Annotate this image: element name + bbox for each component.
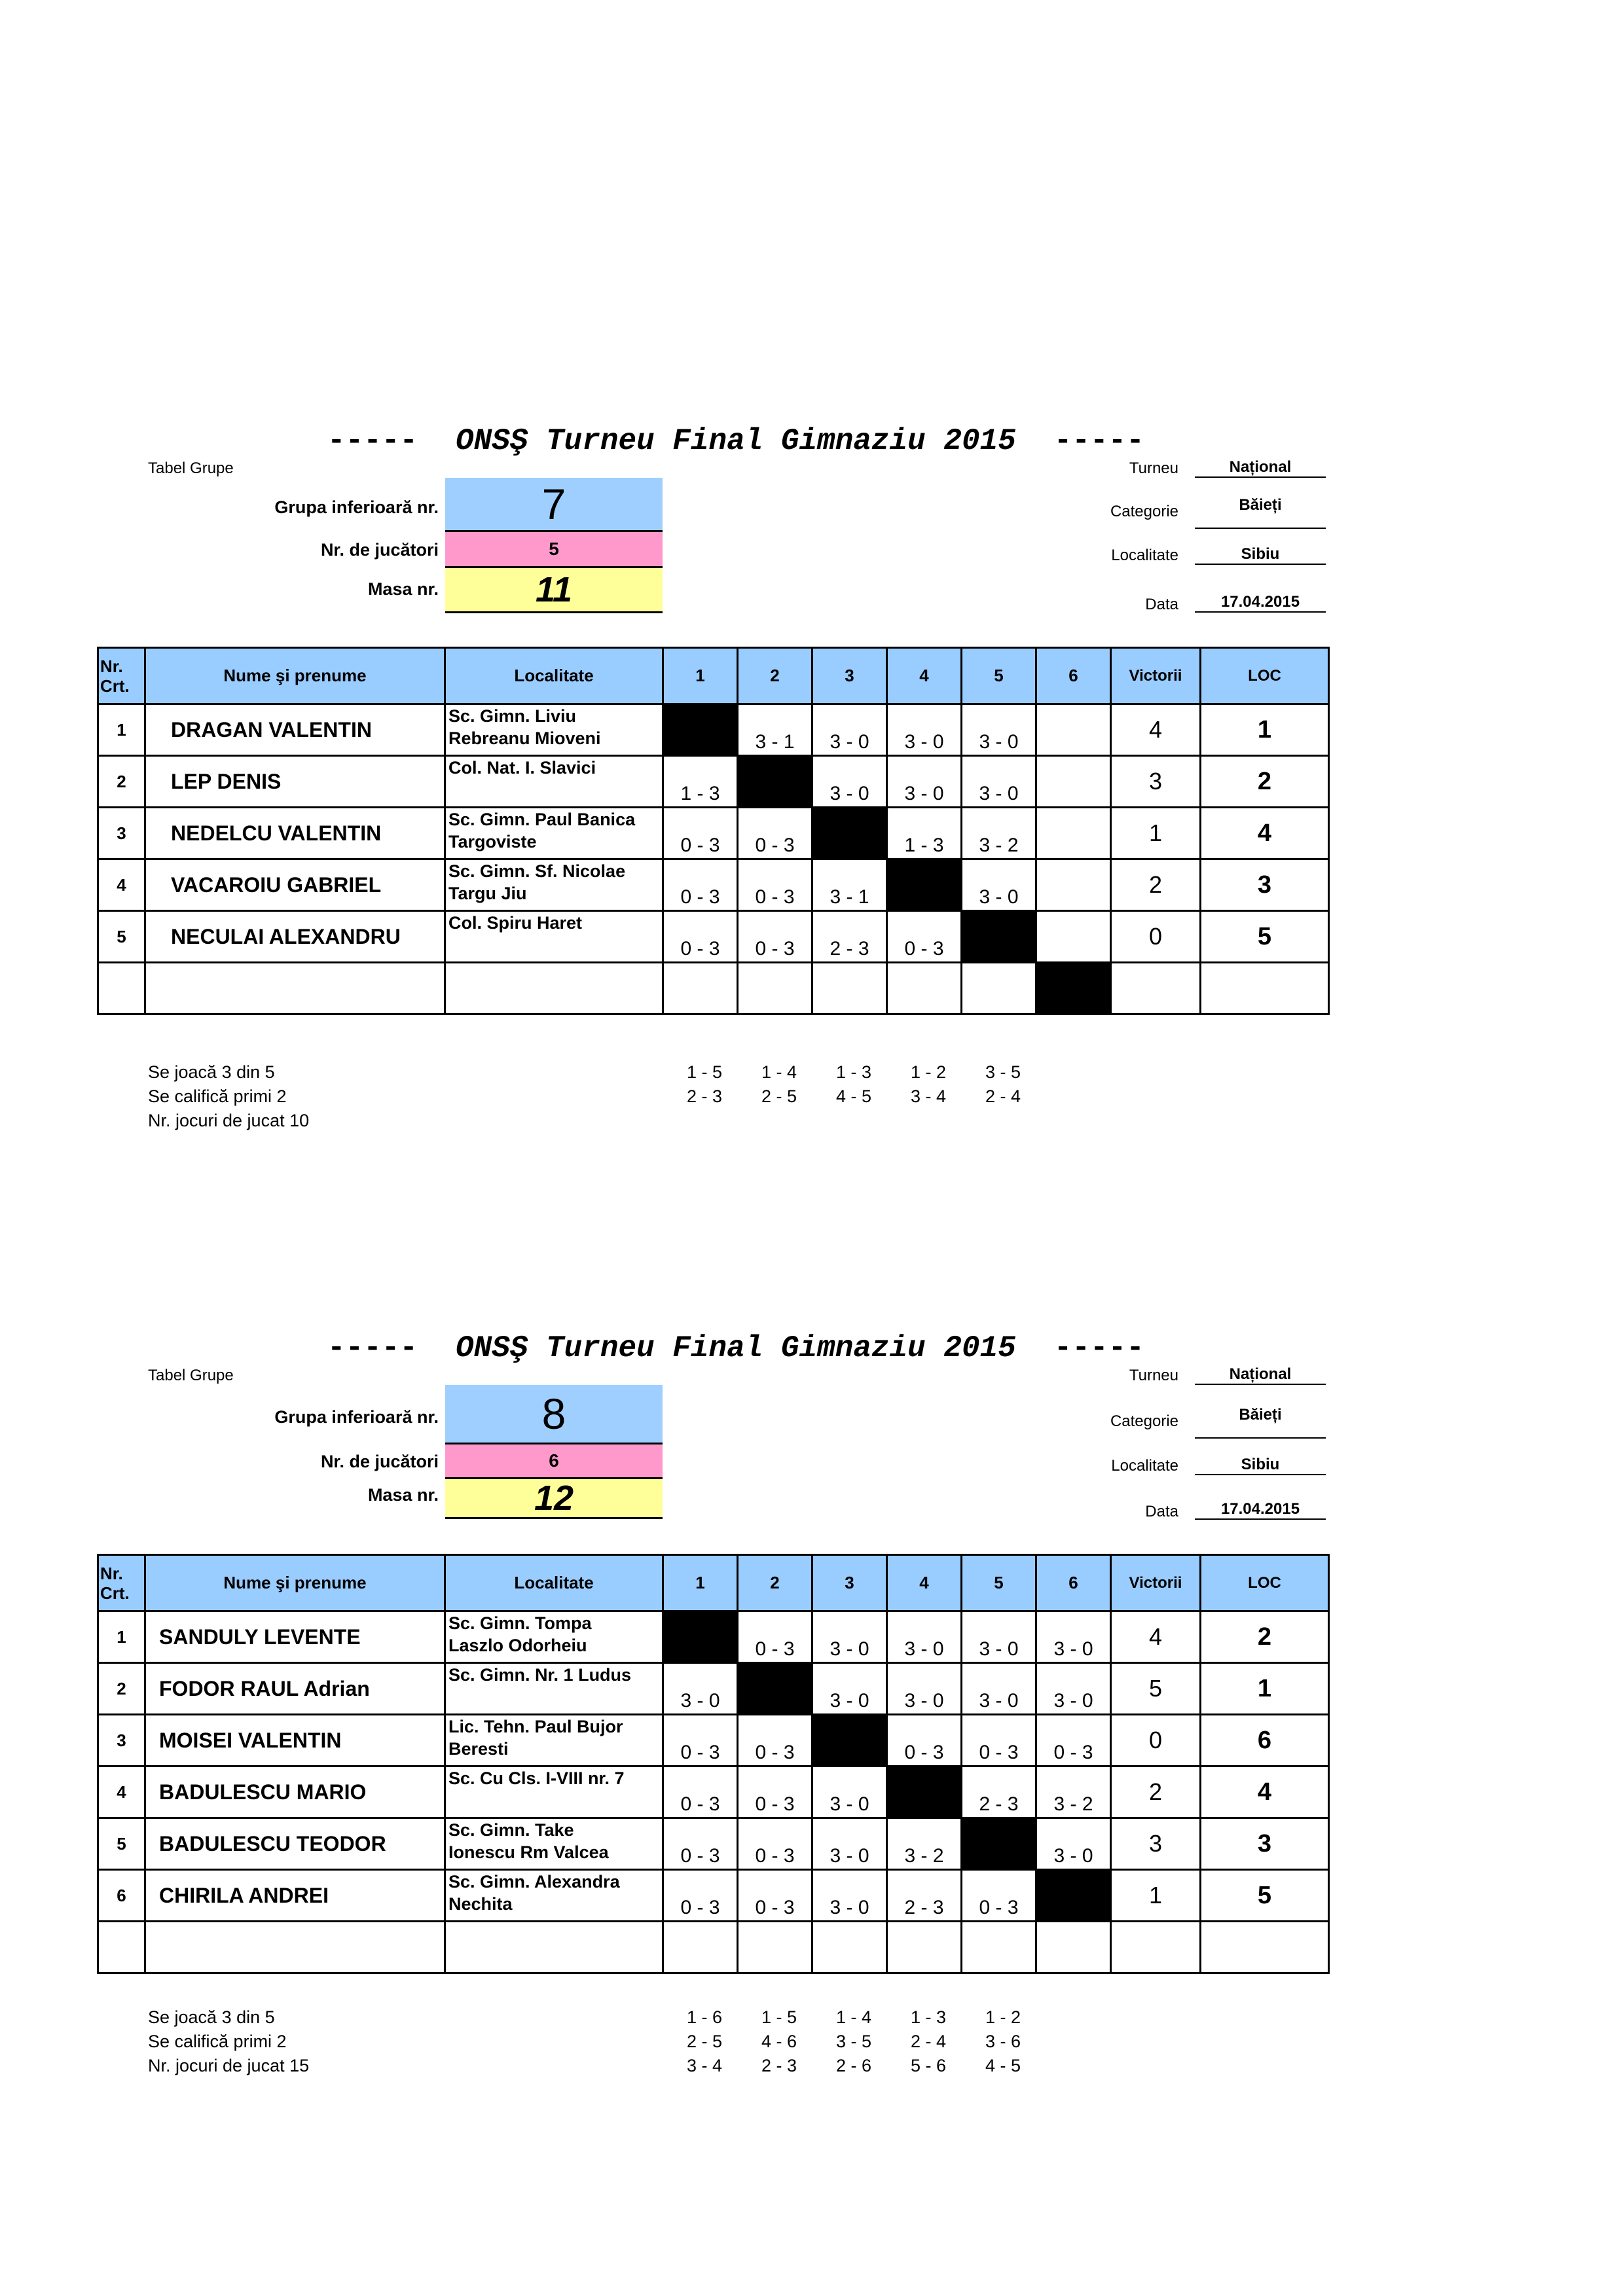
data-value: 17.04.2015 bbox=[1195, 1500, 1326, 1520]
score-cell bbox=[1036, 756, 1111, 808]
pairing: 2 - 5 bbox=[761, 1086, 797, 1106]
school-line-1: Sc. Gimn. Sf. Nicolae bbox=[448, 861, 626, 881]
score-cell: 0 - 3 bbox=[663, 859, 738, 911]
player-school bbox=[445, 1767, 663, 1818]
players-label: Nr. de jucători bbox=[320, 1452, 439, 1471]
group-sheet-7 bbox=[0, 419, 1623, 1139]
score-cell: 1 - 3 bbox=[887, 808, 962, 859]
group-number-value: 7 bbox=[445, 478, 663, 532]
pairing: 1 - 6 bbox=[686, 2007, 723, 2027]
players-count: 5 bbox=[445, 532, 663, 568]
score-cell: 0 - 3 bbox=[738, 1767, 812, 1818]
self-match-cell bbox=[738, 1663, 812, 1715]
pairing: 1 - 3 bbox=[910, 2007, 947, 2027]
self-match-cell bbox=[812, 1715, 887, 1767]
victories-cell bbox=[1111, 1922, 1201, 1973]
school-line-1: Lic. Tehn. Paul Bujor bbox=[448, 1717, 623, 1736]
row-nr: 2 bbox=[98, 756, 145, 808]
pairing: 2 - 3 bbox=[686, 1086, 723, 1106]
table-row bbox=[98, 704, 1329, 756]
localitate-label: Localitate bbox=[1111, 1457, 1178, 1475]
table-row bbox=[98, 1767, 1329, 1818]
victories-cell: 0 bbox=[1111, 911, 1201, 963]
player-school bbox=[445, 1715, 663, 1767]
player-school bbox=[445, 1870, 663, 1922]
players-count: 6 bbox=[445, 1444, 663, 1479]
footer-line: Se joacă 3 din 5 bbox=[148, 1062, 275, 1082]
header-name: Nume şi prenume bbox=[145, 1555, 445, 1611]
row-nr: 5 bbox=[98, 1818, 145, 1870]
results-table bbox=[97, 647, 1330, 1015]
pairing: 3 - 5 bbox=[985, 1062, 1021, 1082]
categorie-value: Băieți bbox=[1195, 496, 1326, 529]
self-match-cell bbox=[962, 911, 1036, 963]
victories-cell: 2 bbox=[1111, 859, 1201, 911]
score-cell: 0 - 3 bbox=[738, 1611, 812, 1663]
score-cell: 3 - 0 bbox=[812, 1767, 887, 1818]
pairing: 4 - 5 bbox=[835, 1086, 872, 1106]
score-cell: 3 - 0 bbox=[887, 756, 962, 808]
score-cell: 3 - 0 bbox=[962, 756, 1036, 808]
pairings-column bbox=[967, 1060, 1039, 1109]
pairing: 1 - 4 bbox=[761, 1062, 797, 1082]
rank-cell bbox=[1201, 1922, 1329, 1973]
header-localitate: Localitate bbox=[445, 1555, 663, 1611]
row-nr: 1 bbox=[98, 1611, 145, 1663]
school-line-2: Targoviste bbox=[448, 832, 537, 852]
score-cell bbox=[962, 1922, 1036, 1973]
footer-line: Nr. jocuri de jucat 15 bbox=[148, 2056, 310, 2075]
self-match-cell bbox=[887, 1767, 962, 1818]
header-col-5: 5 bbox=[962, 1555, 1036, 1611]
pairing: 5 - 6 bbox=[910, 2056, 947, 2075]
pairings-column bbox=[668, 1060, 740, 1109]
rank-cell: 5 bbox=[1201, 1870, 1329, 1922]
score-cell: 2 - 3 bbox=[962, 1767, 1036, 1818]
pairing: 4 - 5 bbox=[985, 2056, 1021, 2075]
school-line-1: Sc. Gimn. Nr. 1 Ludus bbox=[448, 1665, 632, 1685]
table-header-row bbox=[98, 1555, 1329, 1611]
score-cell: 1 - 3 bbox=[663, 756, 738, 808]
score-cell: 0 - 3 bbox=[663, 911, 738, 963]
score-cell: 0 - 3 bbox=[738, 808, 812, 859]
footer-info bbox=[148, 1060, 309, 1133]
score-cell bbox=[1036, 859, 1111, 911]
row-nr bbox=[98, 1922, 145, 1973]
localitate-value: Sibiu bbox=[1195, 545, 1326, 565]
turneu-label: Turneu bbox=[1129, 1367, 1178, 1384]
score-cell bbox=[738, 963, 812, 1014]
table-row bbox=[98, 808, 1329, 859]
player-school bbox=[445, 859, 663, 911]
data-label: Data bbox=[1145, 596, 1178, 613]
footer-line: Se califică primi 2 bbox=[148, 2032, 287, 2051]
rank-cell bbox=[1201, 963, 1329, 1014]
localitate-label: Localitate bbox=[1111, 547, 1178, 564]
pairing: 2 - 3 bbox=[761, 2056, 797, 2075]
score-cell bbox=[1036, 808, 1111, 859]
header-nr: Nr. Crt. bbox=[98, 1555, 145, 1611]
score-cell: 3 - 0 bbox=[812, 1663, 887, 1715]
turneu-label: Turneu bbox=[1129, 459, 1178, 477]
rank-cell: 1 bbox=[1201, 1663, 1329, 1715]
school-line-2: Nechita bbox=[448, 1894, 513, 1914]
categorie-label: Categorie bbox=[1110, 1412, 1178, 1430]
victories-cell: 1 bbox=[1111, 808, 1201, 859]
pairings-column bbox=[668, 2005, 740, 2078]
score-cell: 3 - 0 bbox=[663, 1663, 738, 1715]
score-cell bbox=[812, 963, 887, 1014]
data-label: Data bbox=[1145, 1503, 1178, 1520]
table-row bbox=[98, 1922, 1329, 1973]
pairing: 3 - 4 bbox=[686, 2056, 723, 2075]
table-row bbox=[98, 1611, 1329, 1663]
rank-cell: 4 bbox=[1201, 808, 1329, 859]
group-number-label: Grupa inferioară nr. bbox=[274, 497, 439, 517]
header-col-1: 1 bbox=[663, 1555, 738, 1611]
table-row bbox=[98, 963, 1329, 1014]
score-cell: 3 - 0 bbox=[1036, 1663, 1111, 1715]
rank-cell: 1 bbox=[1201, 704, 1329, 756]
pairing: 1 - 5 bbox=[686, 1062, 723, 1082]
header-col-1: 1 bbox=[663, 648, 738, 704]
row-nr: 5 bbox=[98, 911, 145, 963]
footer-info bbox=[148, 2005, 309, 2078]
school-line-1: Col. Nat. I. Slavici bbox=[448, 758, 596, 778]
rank-cell: 2 bbox=[1201, 1611, 1329, 1663]
victories-cell bbox=[1111, 963, 1201, 1014]
score-cell: 3 - 0 bbox=[962, 704, 1036, 756]
score-cell: 3 - 0 bbox=[962, 1663, 1036, 1715]
player-school bbox=[445, 756, 663, 808]
footer-line: Nr. jocuri de jucat 10 bbox=[148, 1111, 310, 1130]
data-value: 17.04.2015 bbox=[1195, 593, 1326, 613]
header-col-5: 5 bbox=[962, 648, 1036, 704]
player-name: MOISEI VALENTIN bbox=[145, 1715, 445, 1767]
score-cell: 0 - 3 bbox=[738, 911, 812, 963]
pairing: 1 - 4 bbox=[835, 2007, 872, 2027]
score-cell: 2 - 3 bbox=[812, 911, 887, 963]
victories-cell: 3 bbox=[1111, 1818, 1201, 1870]
player-name bbox=[145, 963, 445, 1014]
victories-cell: 0 bbox=[1111, 1715, 1201, 1767]
tabel-grupe-label: Tabel Grupe bbox=[148, 1367, 234, 1384]
categorie-label: Categorie bbox=[1110, 503, 1178, 520]
score-cell: 3 - 0 bbox=[812, 1818, 887, 1870]
player-name: NECULAI ALEXANDRU bbox=[145, 911, 445, 963]
score-cell: 3 - 0 bbox=[887, 1663, 962, 1715]
score-cell: 0 - 3 bbox=[738, 1870, 812, 1922]
pairings-column bbox=[967, 2005, 1039, 2078]
players-label: Nr. de jucători bbox=[320, 540, 439, 560]
header-col-6: 6 bbox=[1036, 1555, 1111, 1611]
header-loc: LOC bbox=[1201, 1555, 1329, 1611]
table-row bbox=[98, 1715, 1329, 1767]
pairing: 1 - 2 bbox=[985, 2007, 1021, 2027]
school-line-1: Sc. Gimn. Liviu bbox=[448, 706, 577, 726]
pairing: 1 - 3 bbox=[835, 1062, 872, 1082]
victories-cell: 4 bbox=[1111, 1611, 1201, 1663]
pairing: 3 - 5 bbox=[835, 2032, 872, 2051]
score-cell bbox=[887, 963, 962, 1014]
school-line-1: Col. Spiru Haret bbox=[448, 913, 583, 933]
score-cell: 3 - 0 bbox=[812, 1870, 887, 1922]
row-nr bbox=[98, 963, 145, 1014]
table-row bbox=[98, 1818, 1329, 1870]
row-nr: 3 bbox=[98, 808, 145, 859]
pairings-column bbox=[892, 1060, 964, 1109]
header-col-3: 3 bbox=[812, 1555, 887, 1611]
pairing: 3 - 4 bbox=[910, 1086, 947, 1106]
score-cell: 0 - 3 bbox=[738, 1715, 812, 1767]
score-cell bbox=[887, 1922, 962, 1973]
player-school bbox=[445, 704, 663, 756]
pairing: 1 - 2 bbox=[910, 1062, 947, 1082]
score-cell: 0 - 3 bbox=[663, 1870, 738, 1922]
score-cell: 3 - 0 bbox=[812, 704, 887, 756]
self-match-cell bbox=[962, 1818, 1036, 1870]
header-name: Nume şi prenume bbox=[145, 648, 445, 704]
player-school bbox=[445, 911, 663, 963]
turneu-value: Național bbox=[1195, 1365, 1326, 1385]
self-match-cell bbox=[1036, 1870, 1111, 1922]
self-match-cell bbox=[663, 1611, 738, 1663]
player-name: LEP DENIS bbox=[145, 756, 445, 808]
victories-cell: 2 bbox=[1111, 1767, 1201, 1818]
player-school bbox=[445, 1663, 663, 1715]
score-cell: 0 - 3 bbox=[738, 859, 812, 911]
row-nr: 3 bbox=[98, 1715, 145, 1767]
school-line-1: Sc. Gimn. Tompa bbox=[448, 1613, 592, 1633]
player-name: DRAGAN VALENTIN bbox=[145, 704, 445, 756]
row-nr: 2 bbox=[98, 1663, 145, 1715]
header-nr: Nr. Crt. bbox=[98, 648, 145, 704]
score-cell: 3 - 0 bbox=[812, 756, 887, 808]
player-school bbox=[445, 808, 663, 859]
score-cell bbox=[1036, 704, 1111, 756]
school-line-2: Laszlo Odorheiu bbox=[448, 1636, 587, 1655]
sheet-title: ----- ONSŞ Turneu Final Gimnaziu 2015 ----- bbox=[327, 1331, 1144, 1365]
score-cell: 3 - 1 bbox=[738, 704, 812, 756]
score-cell: 3 - 0 bbox=[962, 859, 1036, 911]
footer-line: Se joacă 3 din 5 bbox=[148, 2007, 275, 2027]
victories-cell: 5 bbox=[1111, 1663, 1201, 1715]
score-cell bbox=[1036, 911, 1111, 963]
header-loc: LOC bbox=[1201, 648, 1329, 704]
victories-cell: 4 bbox=[1111, 704, 1201, 756]
pairing: 1 - 5 bbox=[761, 2007, 797, 2027]
rank-cell: 3 bbox=[1201, 1818, 1329, 1870]
rank-cell: 3 bbox=[1201, 859, 1329, 911]
school-line-1: Sc. Gimn. Take bbox=[448, 1820, 574, 1840]
footer-line: Se califică primi 2 bbox=[148, 1086, 287, 1106]
row-nr: 1 bbox=[98, 704, 145, 756]
row-nr: 6 bbox=[98, 1870, 145, 1922]
score-cell: 0 - 3 bbox=[663, 1818, 738, 1870]
table-label: Masa nr. bbox=[367, 1485, 439, 1505]
score-cell bbox=[663, 963, 738, 1014]
player-school bbox=[445, 1818, 663, 1870]
rank-cell: 6 bbox=[1201, 1715, 1329, 1767]
turneu-value: Național bbox=[1195, 458, 1326, 478]
school-line-2: Ionescu Rm Valcea bbox=[448, 1842, 609, 1862]
pairing: 2 - 6 bbox=[835, 2056, 872, 2075]
localitate-value: Sibiu bbox=[1195, 1456, 1326, 1475]
table-number: 11 bbox=[445, 568, 663, 613]
score-cell: 3 - 0 bbox=[887, 704, 962, 756]
victories-cell: 1 bbox=[1111, 1870, 1201, 1922]
player-school bbox=[445, 963, 663, 1014]
header-victorii: Victorii bbox=[1111, 648, 1201, 704]
header-col-2: 2 bbox=[738, 1555, 812, 1611]
player-name: BADULESCU MARIO bbox=[145, 1767, 445, 1818]
school-line-1: Sc. Cu Cls. I-VIII nr. 7 bbox=[448, 1768, 625, 1788]
table-row bbox=[98, 911, 1329, 963]
self-match-cell bbox=[1036, 963, 1111, 1014]
header-col-4: 4 bbox=[887, 1555, 962, 1611]
school-line-2: Targu Jiu bbox=[448, 884, 527, 903]
self-match-cell bbox=[663, 704, 738, 756]
table-row bbox=[98, 756, 1329, 808]
score-cell: 3 - 1 bbox=[812, 859, 887, 911]
rank-cell: 5 bbox=[1201, 911, 1329, 963]
player-name: BADULESCU TEODOR bbox=[145, 1818, 445, 1870]
self-match-cell bbox=[887, 859, 962, 911]
score-cell: 0 - 3 bbox=[663, 1715, 738, 1767]
sheet-title: ----- ONSŞ Turneu Final Gimnaziu 2015 ----- bbox=[327, 424, 1144, 458]
score-cell: 3 - 0 bbox=[812, 1611, 887, 1663]
score-cell: 3 - 2 bbox=[962, 808, 1036, 859]
school-line-2: Beresti bbox=[448, 1739, 509, 1759]
group-sheet-8 bbox=[0, 1326, 1623, 2075]
self-match-cell bbox=[812, 808, 887, 859]
table-number: 12 bbox=[445, 1479, 663, 1519]
score-cell: 3 - 0 bbox=[962, 1611, 1036, 1663]
header-col-4: 4 bbox=[887, 648, 962, 704]
table-row bbox=[98, 1663, 1329, 1715]
pairing: 2 - 4 bbox=[985, 1086, 1021, 1106]
player-name bbox=[145, 1922, 445, 1973]
rank-cell: 4 bbox=[1201, 1767, 1329, 1818]
score-cell bbox=[663, 1922, 738, 1973]
score-cell: 0 - 3 bbox=[887, 1715, 962, 1767]
score-cell: 3 - 0 bbox=[1036, 1818, 1111, 1870]
tabel-grupe-label: Tabel Grupe bbox=[148, 459, 234, 477]
header-victorii: Victorii bbox=[1111, 1555, 1201, 1611]
pairing: 4 - 6 bbox=[761, 2032, 797, 2051]
pairings-column bbox=[743, 2005, 815, 2078]
player-school bbox=[445, 1922, 663, 1973]
player-name: CHIRILA ANDREI bbox=[145, 1870, 445, 1922]
score-cell: 0 - 3 bbox=[738, 1818, 812, 1870]
score-cell bbox=[812, 1922, 887, 1973]
score-cell: 3 - 2 bbox=[1036, 1767, 1111, 1818]
header-col-6: 6 bbox=[1036, 648, 1111, 704]
score-cell: 3 - 2 bbox=[887, 1818, 962, 1870]
self-match-cell bbox=[738, 756, 812, 808]
school-line-1: Sc. Gimn. Alexandra bbox=[448, 1872, 620, 1892]
pairing: 3 - 6 bbox=[985, 2032, 1021, 2051]
victories-cell: 3 bbox=[1111, 756, 1201, 808]
pairing: 2 - 4 bbox=[910, 2032, 947, 2051]
table-row bbox=[98, 1870, 1329, 1922]
table-header-row bbox=[98, 648, 1329, 704]
player-name: FODOR RAUL Adrian bbox=[145, 1663, 445, 1715]
score-cell bbox=[738, 1922, 812, 1973]
pairings-column bbox=[743, 1060, 815, 1109]
school-line-2: Rebreanu Mioveni bbox=[448, 728, 601, 748]
player-name: NEDELCU VALENTIN bbox=[145, 808, 445, 859]
score-cell: 0 - 3 bbox=[1036, 1715, 1111, 1767]
score-cell: 0 - 3 bbox=[962, 1870, 1036, 1922]
player-school bbox=[445, 1611, 663, 1663]
header-localitate: Localitate bbox=[445, 648, 663, 704]
pairings-column bbox=[892, 2005, 964, 2078]
score-cell bbox=[962, 963, 1036, 1014]
pairings-column bbox=[818, 2005, 890, 2078]
results-table bbox=[97, 1554, 1330, 1974]
player-name: VACAROIU GABRIEL bbox=[145, 859, 445, 911]
header-col-2: 2 bbox=[738, 648, 812, 704]
score-cell: 3 - 0 bbox=[1036, 1611, 1111, 1663]
school-line-1: Sc. Gimn. Paul Banica bbox=[448, 810, 636, 829]
score-cell: 0 - 3 bbox=[663, 808, 738, 859]
pairing: 2 - 5 bbox=[686, 2032, 723, 2051]
row-nr: 4 bbox=[98, 859, 145, 911]
group-number-value: 8 bbox=[445, 1385, 663, 1444]
rank-cell: 2 bbox=[1201, 756, 1329, 808]
score-cell: 0 - 3 bbox=[962, 1715, 1036, 1767]
table-row bbox=[98, 859, 1329, 911]
score-cell bbox=[1036, 1922, 1111, 1973]
row-nr: 4 bbox=[98, 1767, 145, 1818]
group-number-label: Grupa inferioară nr. bbox=[274, 1407, 439, 1427]
player-name: SANDULY LEVENTE bbox=[145, 1611, 445, 1663]
table-label: Masa nr. bbox=[367, 579, 439, 599]
score-cell: 0 - 3 bbox=[887, 911, 962, 963]
score-cell: 2 - 3 bbox=[887, 1870, 962, 1922]
header-col-3: 3 bbox=[812, 648, 887, 704]
score-cell: 3 - 0 bbox=[887, 1611, 962, 1663]
pairings-column bbox=[818, 1060, 890, 1109]
categorie-value: Băieți bbox=[1195, 1406, 1326, 1439]
score-cell: 0 - 3 bbox=[663, 1767, 738, 1818]
